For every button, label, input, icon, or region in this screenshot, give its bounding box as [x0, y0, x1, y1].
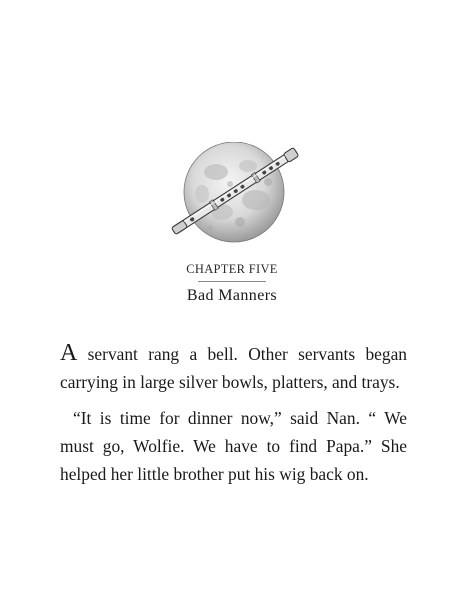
moon-with-flute-icon — [160, 142, 310, 252]
drop-cap: A — [60, 340, 78, 366]
chapter-label: CHAPTER FIVE — [186, 262, 278, 276]
paragraph-1-text: servant rang a bell. Other servants began carrying in large silver bowls, platters, and trays. — [60, 344, 407, 392]
paragraph-2: “It is time for dinner now,” said Nan. “ We must go, Wolfie. We have to find Papa.” She helped her little brother put his wig back on. — [60, 408, 407, 484]
body-text — [60, 340, 407, 488]
paragraph-1 — [60, 340, 407, 396]
chapter-divider — [198, 281, 266, 282]
chapter-title: Bad Manners — [186, 287, 278, 304]
